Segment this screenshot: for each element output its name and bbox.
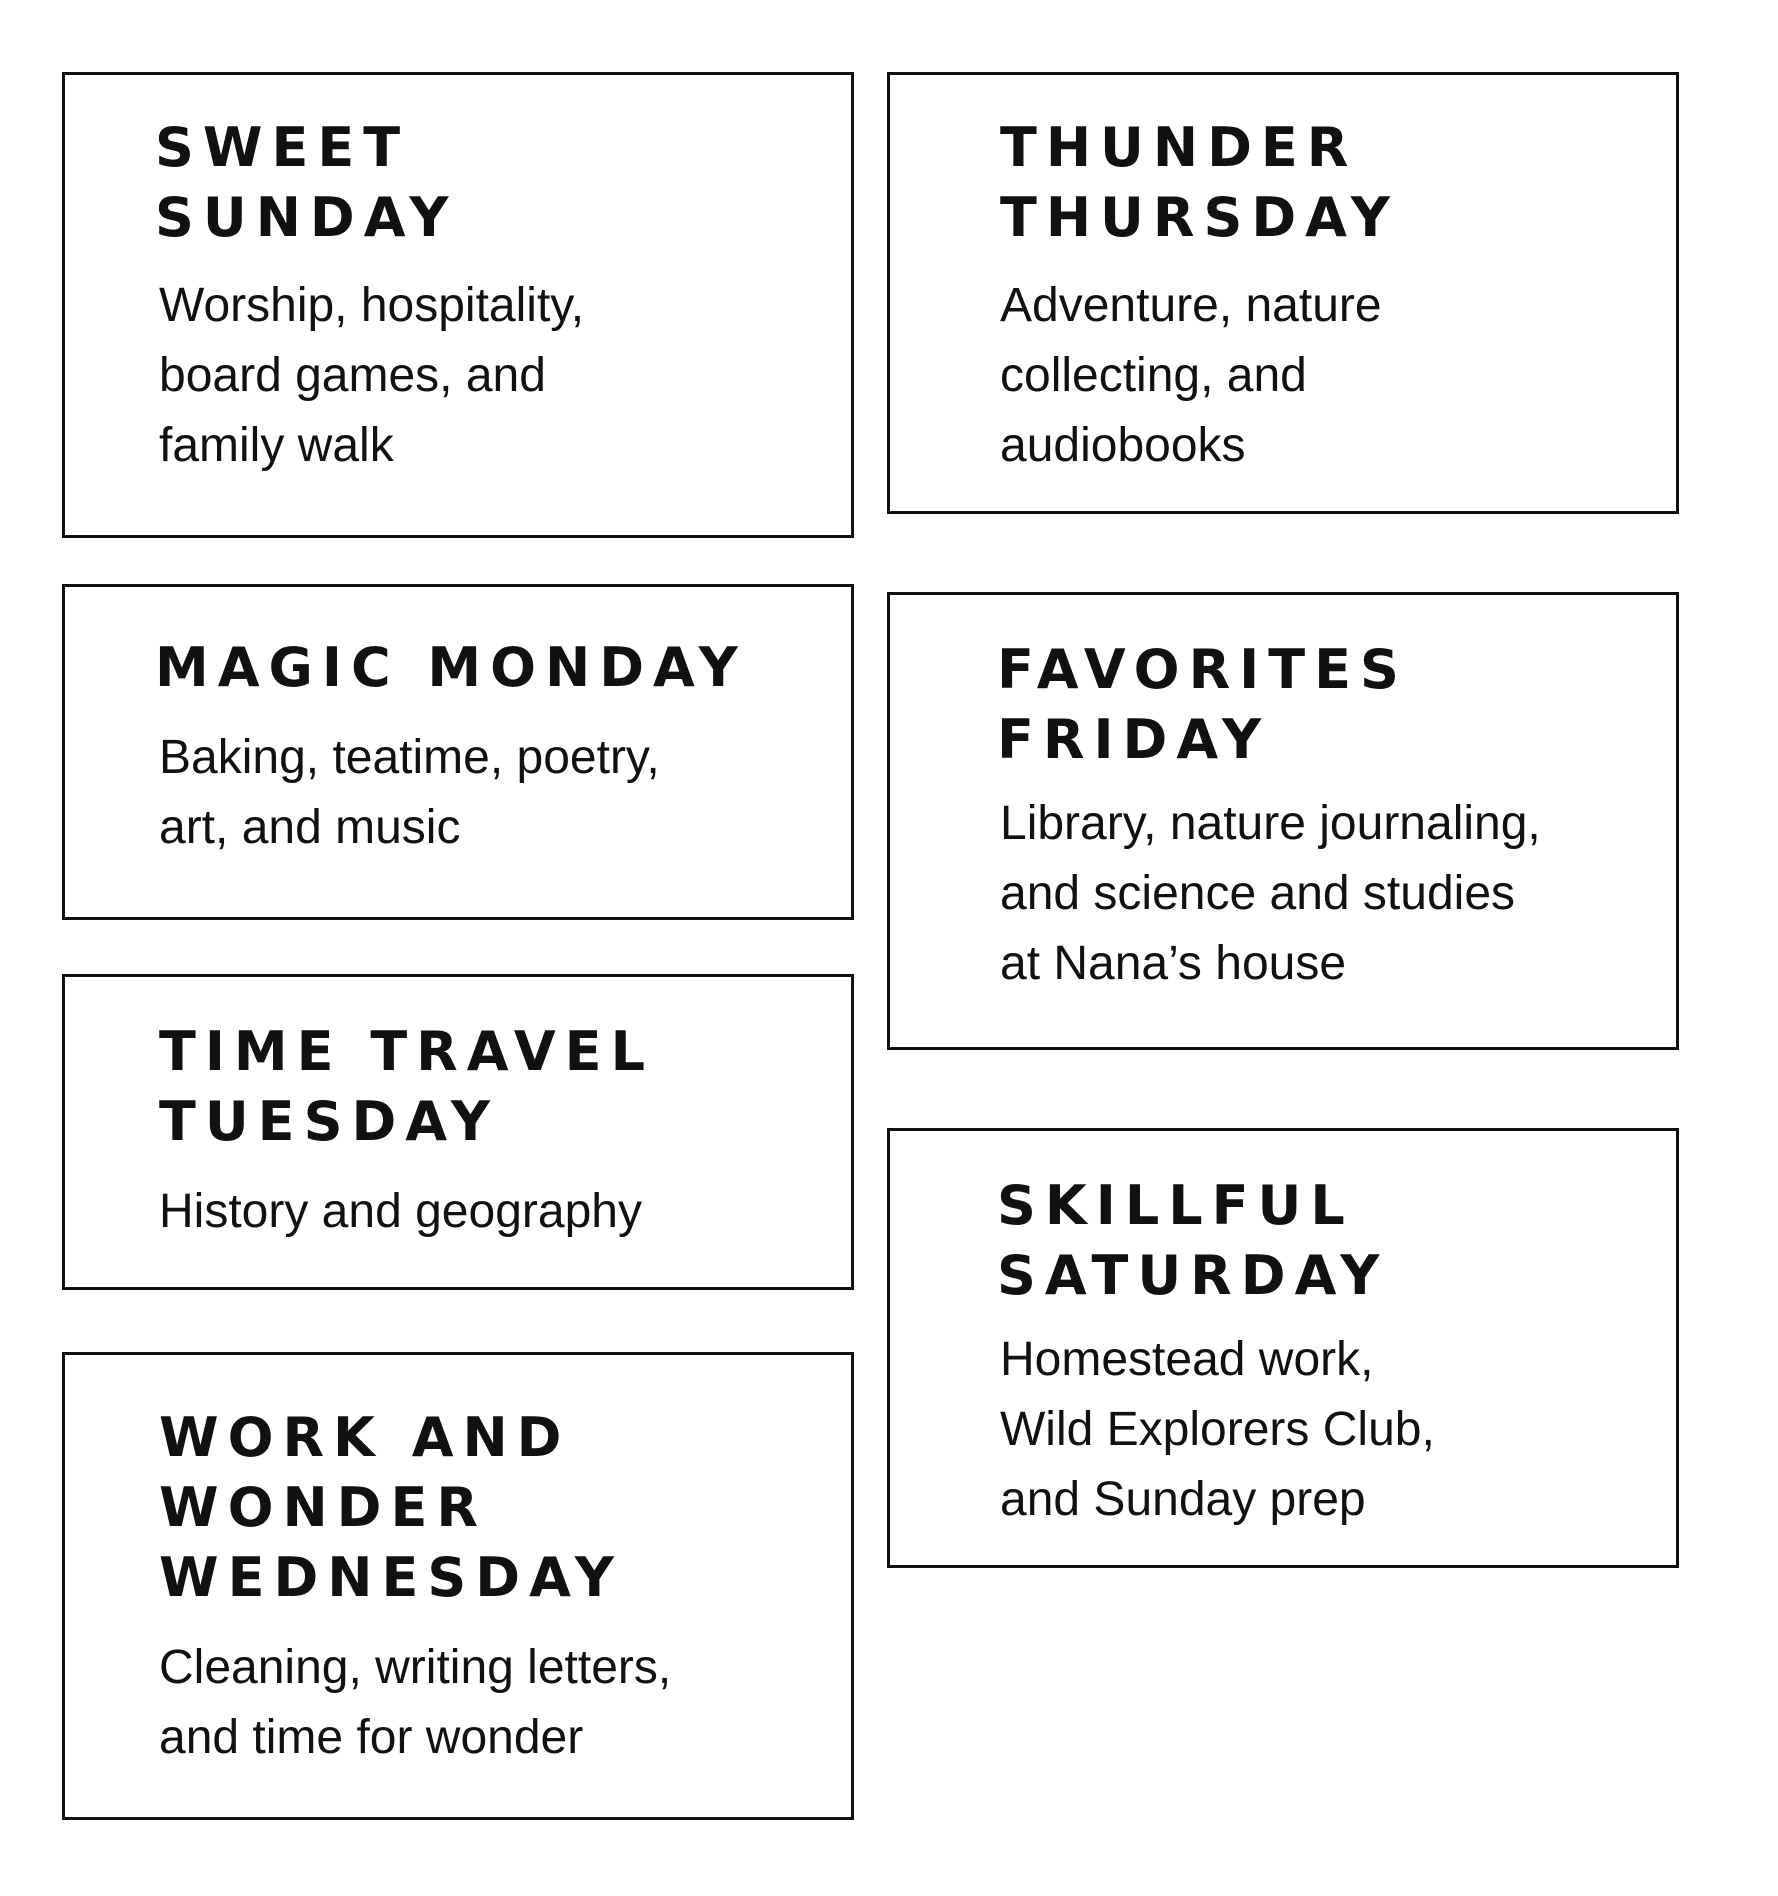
card-title: [155, 633, 747, 703]
description-line: Wild Explorers Club,: [1000, 1403, 1435, 1456]
card-skillful-saturday: [887, 1128, 1679, 1568]
description-line: art, and music: [159, 801, 461, 854]
card-favorites-friday: [887, 592, 1679, 1050]
card-title: [997, 635, 1408, 775]
title-line: MAGIC MONDAY: [155, 636, 747, 699]
card-thunder-thursday: [887, 72, 1679, 514]
description-line: collecting, and: [1000, 349, 1307, 402]
description-line: Homestead work,: [1000, 1333, 1374, 1386]
card-description: [159, 271, 584, 481]
card-description: [1000, 789, 1541, 999]
title-line: THUNDER: [1000, 116, 1358, 179]
title-line: SKILLFUL: [997, 1174, 1354, 1237]
card-work-and-wonder-wednesday: [62, 1352, 854, 1820]
title-line: TIME TRAVEL: [159, 1020, 654, 1083]
description-line: and science and studies: [1000, 867, 1516, 920]
card-description: [159, 1177, 642, 1247]
description-line: board games, and: [159, 349, 546, 402]
title-line: WEDNESDAY: [159, 1546, 623, 1609]
description-line: Baking, teatime, poetry,: [159, 731, 660, 784]
card-title: [997, 1171, 1388, 1311]
description-line: at Nana’s house: [1000, 937, 1347, 990]
description-line: Adventure, nature: [1000, 279, 1382, 332]
title-line: WORK AND: [159, 1406, 571, 1469]
description-line: History and geography: [159, 1185, 642, 1238]
card-title: [159, 1017, 654, 1157]
description-line: Worship, hospitality,: [159, 279, 585, 332]
card-sweet-sunday: [62, 72, 854, 538]
card-magic-monday: [62, 584, 854, 920]
card-title: [1000, 113, 1399, 253]
title-line: TUESDAY: [159, 1090, 500, 1153]
card-title: [155, 113, 457, 253]
description-line: audiobooks: [1000, 419, 1246, 472]
description-line: family walk: [159, 419, 394, 472]
title-line: FRIDAY: [997, 708, 1271, 771]
title-line: THURSDAY: [1000, 186, 1399, 249]
title-line: WONDER: [159, 1476, 487, 1539]
title-line: FAVORITES: [997, 638, 1408, 701]
title-line: SATURDAY: [997, 1244, 1389, 1307]
card-time-travel-tuesday: [62, 974, 854, 1290]
title-line: SWEET: [155, 116, 410, 179]
description-line: and time for wonder: [159, 1711, 584, 1764]
description-line: and Sunday prep: [1000, 1473, 1366, 1526]
card-description: [1000, 1325, 1435, 1535]
description-line: Library, nature journaling,: [1000, 797, 1541, 850]
description-line: Cleaning, writing letters,: [159, 1641, 672, 1694]
card-title: [159, 1403, 623, 1613]
card-description: [1000, 271, 1382, 481]
card-description: [159, 723, 660, 863]
card-description: [159, 1633, 671, 1773]
title-line: SUNDAY: [155, 186, 458, 249]
